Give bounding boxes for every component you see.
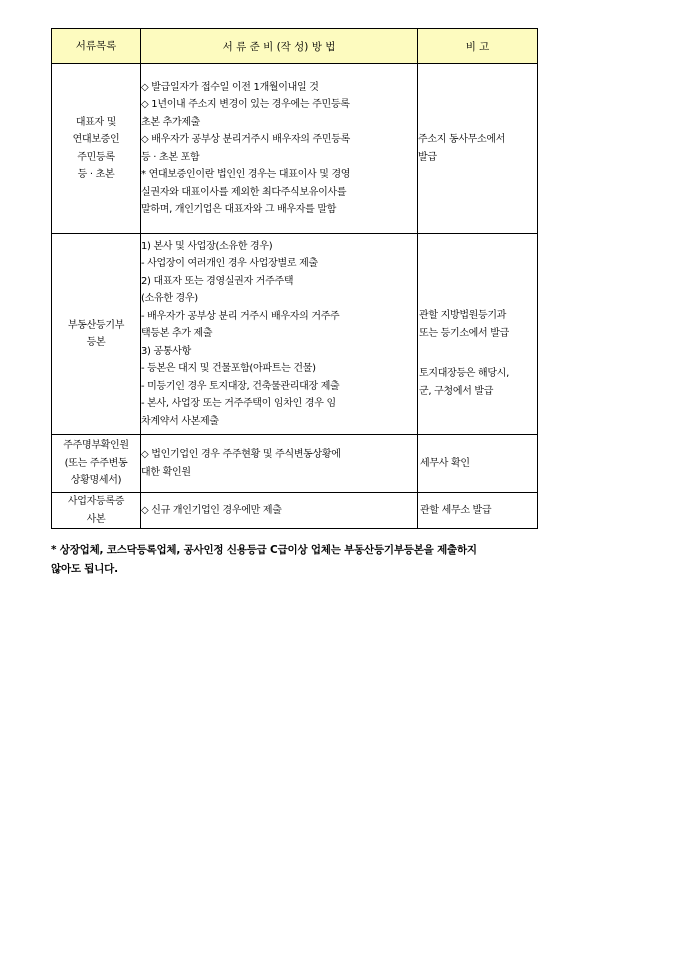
text-line: 주민등록 xyxy=(77,151,115,163)
text-line: 3) 공통사항 xyxy=(141,345,191,357)
table-header-row xyxy=(52,29,538,64)
text-line: - 사업장이 여러개인 경우 사업장별로 제출 xyxy=(141,258,318,270)
doc-name-cell xyxy=(52,64,141,234)
text-line: 부동산등기부 xyxy=(67,319,125,331)
footnote-line: 않아도 됩니다. xyxy=(51,563,118,575)
text-line: 등 · 초본 포함 xyxy=(141,151,200,163)
method-cell xyxy=(141,64,418,234)
table-row xyxy=(52,234,538,435)
text-line: 사본 xyxy=(86,513,106,525)
method-cell xyxy=(141,234,418,435)
text-line: 상황명세서) xyxy=(70,475,122,487)
header-remarks: 비 고 xyxy=(418,29,538,64)
method-cell xyxy=(141,435,418,493)
text-line: ◇ 배우자가 공부상 분리거주시 배우자의 주민등록 xyxy=(141,134,350,145)
text-line: - 본사, 사업장 또는 거주주택이 임차인 경우 임 xyxy=(141,398,336,410)
text-line: 실권자와 대표이사를 제외한 최다주식보유이사를 xyxy=(141,186,347,198)
text-line: 초본 추가제출 xyxy=(141,116,201,128)
text-line: 등 · 초본 xyxy=(77,169,115,180)
header-preparation-method: 서 류 준 비 (작 성) 방 법 xyxy=(141,29,418,64)
text-line: 발급 xyxy=(418,151,437,163)
text-line: 사업자등록증 xyxy=(67,496,125,507)
doc-name-cell xyxy=(52,493,141,529)
text-line: (소유한 경우) xyxy=(141,293,198,305)
text-line: 말하며, 개인기업은 대표자와 그 배우자를 말함 xyxy=(141,204,337,215)
footnote-line: * 상장업체, 코스닥등록업체, 공사인정 신용등급 C급이상 업체는 부동산등기부등본을 제출하지 xyxy=(51,544,477,556)
footnote xyxy=(51,541,651,579)
text-line: 택등본 추가 제출 xyxy=(141,328,213,340)
text-line: (또는 주주변동 xyxy=(64,457,128,469)
text-line: 토지대장등은 해당시, xyxy=(419,368,509,379)
method-cell xyxy=(141,493,418,529)
text-line: ◇ 1년이내 주소지 변경이 있는 경우에는 주민등록 xyxy=(141,99,350,110)
text-line: 1) 본사 및 사업장(소유한 경우) xyxy=(141,240,273,252)
text-line: 또는 등기소에서 발급 xyxy=(419,327,509,339)
text-line: 관할 지방법원등기과 xyxy=(419,310,507,321)
text-line: ◇ 발급일자가 접수일 이전 1개월이내일 것 xyxy=(141,81,319,93)
remarks-cell xyxy=(418,435,538,493)
text-line: ◇ 신규 개인기업인 경우에만 제출 xyxy=(141,504,282,516)
text-line: 연대보증인 xyxy=(72,134,120,145)
table-row xyxy=(52,64,538,234)
text-line: 차계약서 사본제출 xyxy=(141,415,219,427)
table-row xyxy=(52,493,538,529)
text-line: - 배우자가 공부상 분리 거주시 배우자의 거주주 xyxy=(141,310,340,322)
text-line: - 등본은 대지 및 건물포함(아파트는 건물) xyxy=(141,363,316,375)
header-document-list: 서류목록 xyxy=(52,29,141,64)
text-line: 대표자 및 xyxy=(75,116,117,128)
text-line: 주주명부확인원 xyxy=(63,440,129,452)
remarks-cell xyxy=(418,493,538,529)
table-row xyxy=(52,435,538,493)
text-line: 주소지 동사무소에서 xyxy=(418,134,506,145)
text-line: 관할 세무소 발급 xyxy=(420,504,492,516)
doc-name-cell xyxy=(52,435,141,493)
text-line: 세무사 확인 xyxy=(420,457,470,469)
text-line: 2) 대표자 또는 경영실권자 거주주택 xyxy=(141,275,294,287)
text-line: 대한 확인원 xyxy=(141,466,191,478)
text-line: 등본 xyxy=(86,337,106,348)
document-requirements-table xyxy=(51,28,538,529)
text-line: * 연대보증인이란 법인인 경우는 대표이사 및 경영 xyxy=(141,169,351,180)
text-line: 군, 구청에서 발급 xyxy=(419,385,494,397)
remarks-cell xyxy=(418,64,538,234)
remarks-cell xyxy=(418,234,538,435)
text-line: - 미등기인 경우 토지대장, 건축물관리대장 제출 xyxy=(141,380,340,392)
text-line: ◇ 법인기업인 경우 주주현황 및 주식변동상황에 xyxy=(141,449,341,460)
doc-name-cell xyxy=(52,234,141,435)
